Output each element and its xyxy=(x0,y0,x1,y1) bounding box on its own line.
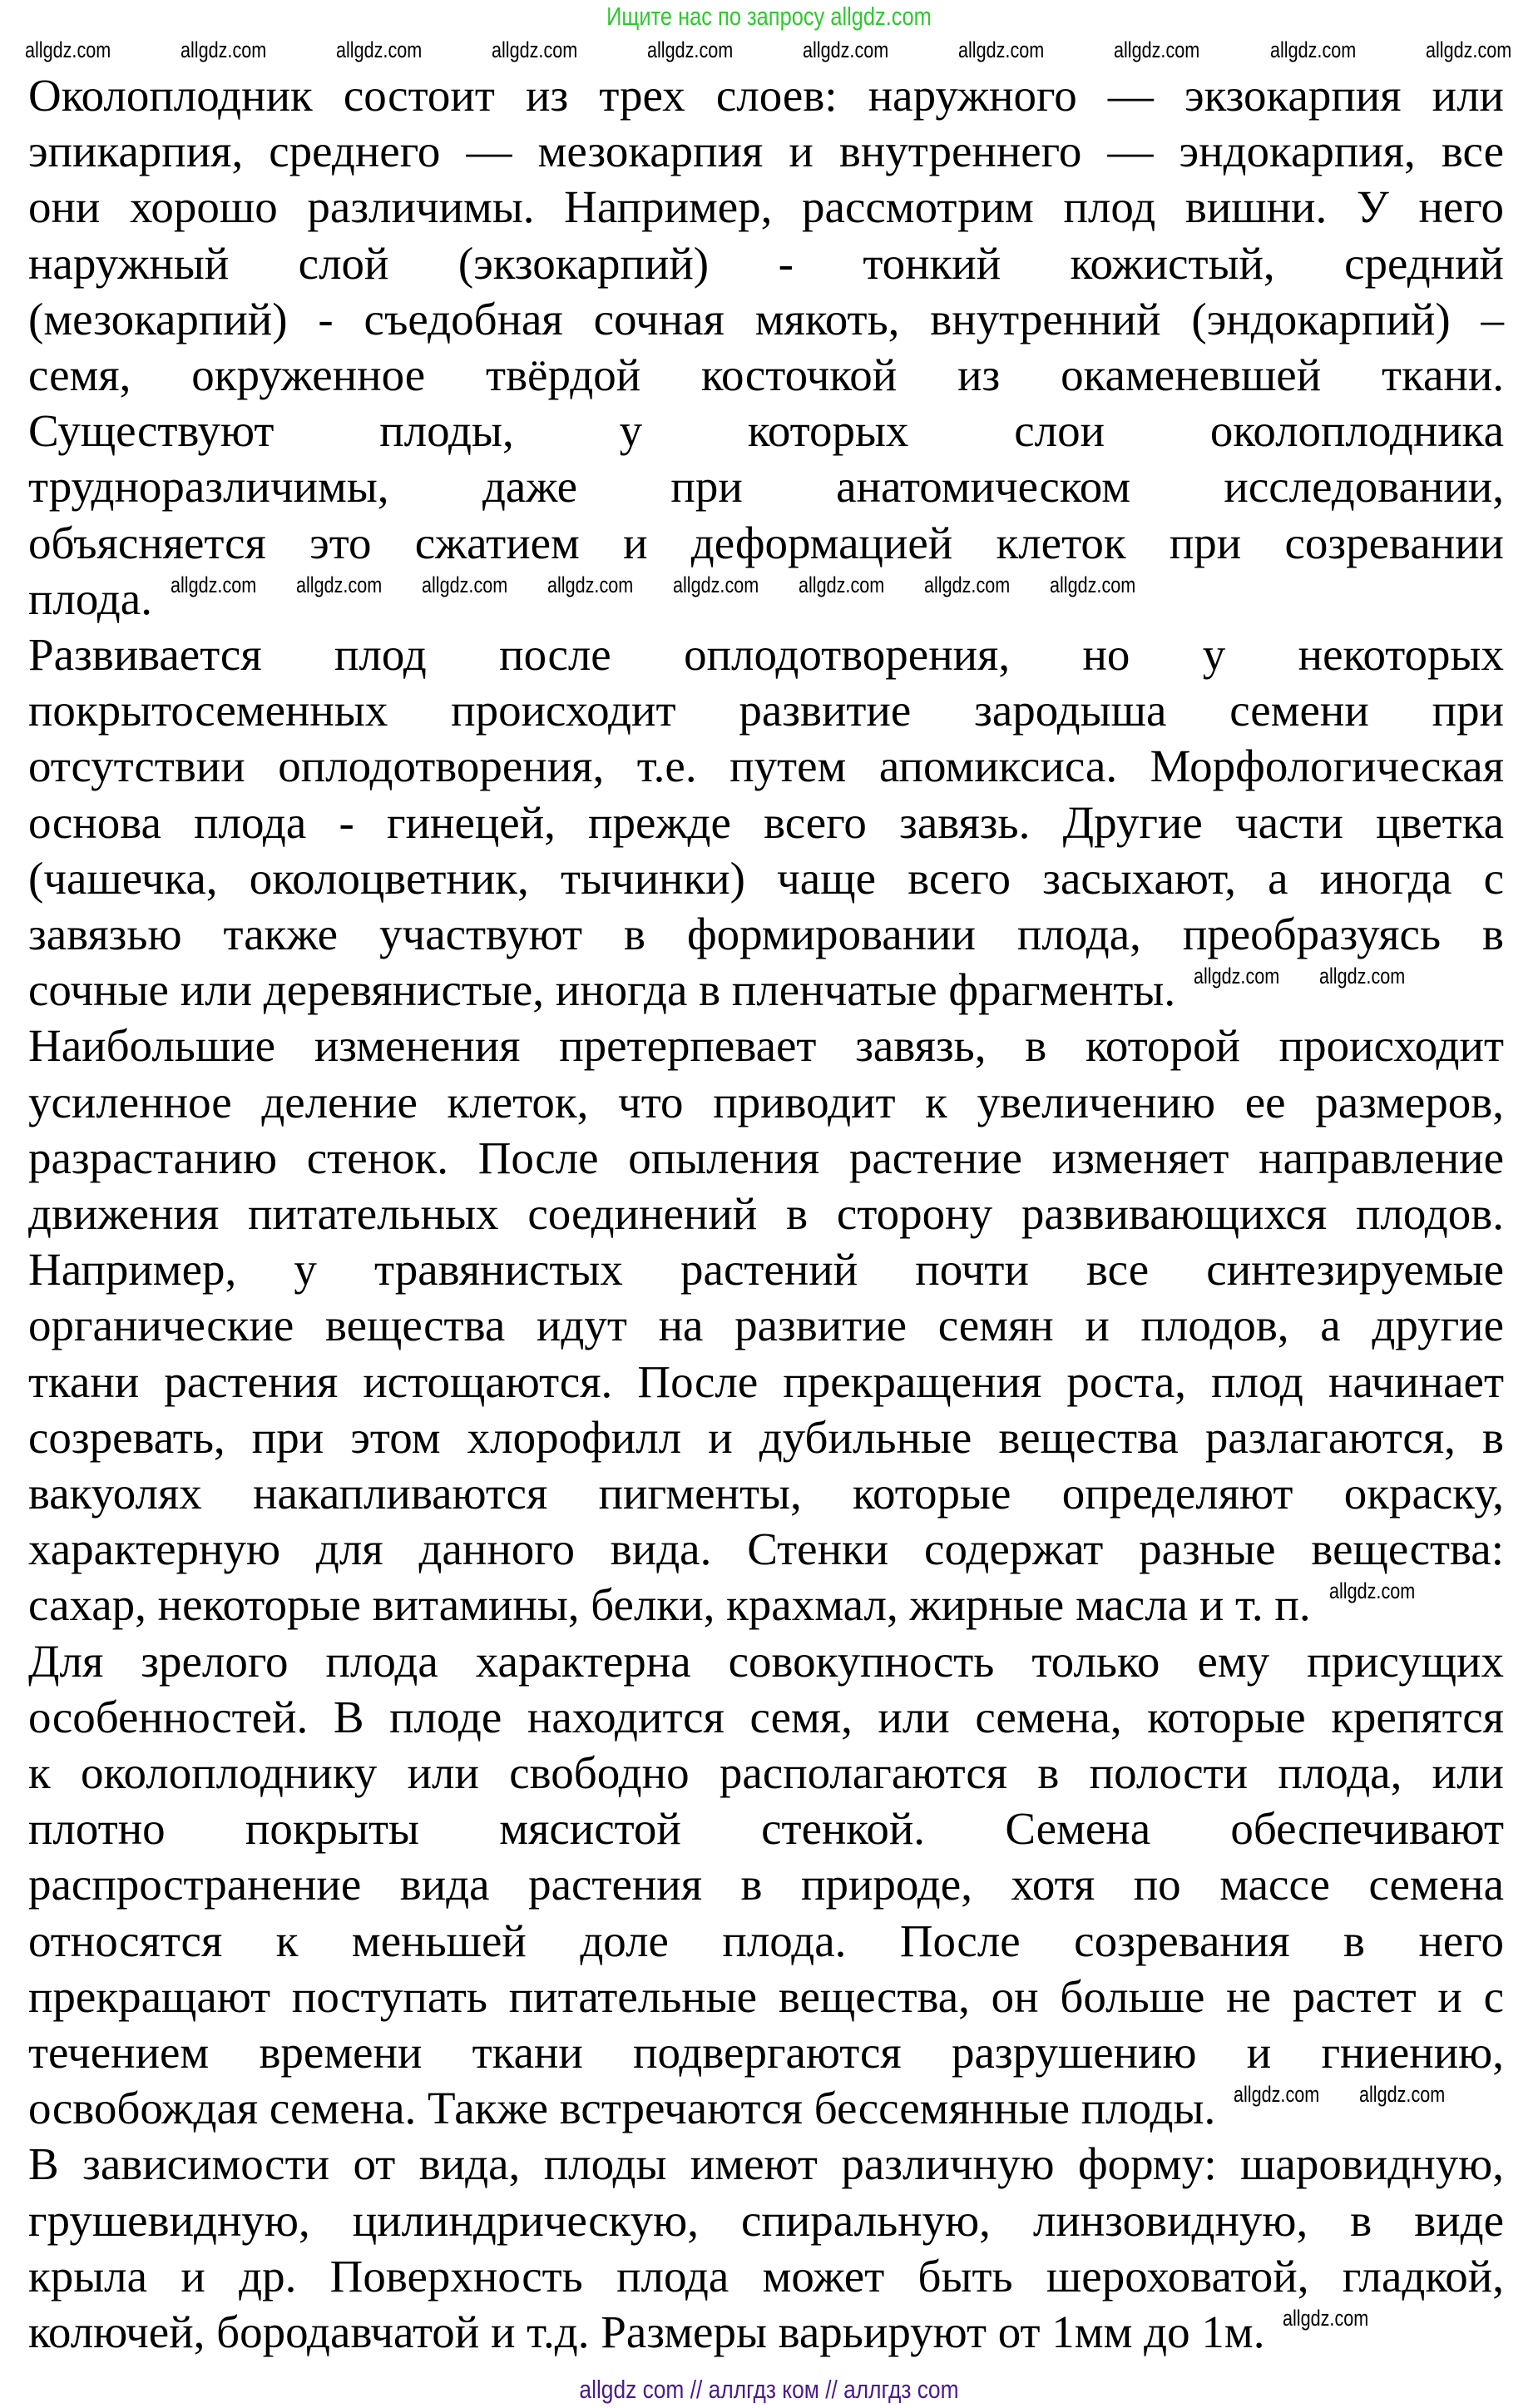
text-line xyxy=(28,1019,1504,1073)
text-line-content: отсутствии оплодотворения, т.е. путем апомиксиса. Морфологическая xyxy=(28,741,1504,792)
watermark-text: allgdz.com xyxy=(1050,572,1136,597)
text-line xyxy=(28,852,1504,905)
watermark-text: allgdz.com xyxy=(296,572,383,597)
text-line xyxy=(28,2250,1504,2303)
watermark-text: allgdz.com xyxy=(1425,37,1511,62)
text-line-content: объясняется это сжатием и деформацией клеток при созревании xyxy=(28,517,1504,568)
text-line xyxy=(28,1299,1504,1352)
watermark-text: allgdz.com xyxy=(336,37,423,62)
watermark-text: allgdz.com xyxy=(647,37,734,62)
text-line-content: Развивается плод после оплодотворения, но у некоторых xyxy=(28,629,1504,680)
text-line xyxy=(28,2026,1504,2079)
watermark-text: allgdz.com xyxy=(1114,37,1200,62)
text-line-content: наружный слой (экзокарпий) - тонкий кожистый, средний xyxy=(28,237,1504,289)
text-line xyxy=(28,1635,1504,1688)
text-line xyxy=(28,1691,1504,1744)
text-line xyxy=(28,1915,1504,1968)
text-line xyxy=(28,69,1504,122)
text-line-content: Например, у травянистых растений почти все синтезируемые xyxy=(28,1244,1504,1296)
text-line xyxy=(28,684,1504,737)
text-line-content: Наибольшие изменения претерпевает завязь, в которой происходит xyxy=(28,1020,1504,1072)
watermark-text: allgdz.com xyxy=(181,37,267,62)
text-line xyxy=(28,517,1504,570)
text-line xyxy=(28,2306,1504,2359)
text-line xyxy=(28,181,1504,234)
watermark-text: allgdz.com xyxy=(1319,964,1406,989)
text-line-content: трудноразличимы, даже при анатомическом исследовании, xyxy=(28,461,1504,513)
text-line xyxy=(28,1802,1504,1856)
text-line-content: к околоплоднику или свободно располагаются в полости плода, или xyxy=(28,1747,1504,1798)
watermark-text: allgdz.com xyxy=(803,37,889,62)
text-line-content: плотно покрыты мясистой стенкой. Семена обеспечивают xyxy=(28,1803,1504,1855)
text-line xyxy=(28,740,1504,793)
text-line-content: покрытосеменных происходит развитие зародыша семени при xyxy=(28,685,1504,736)
text-line-content: они хорошо различимы. Например, рассмотрим плод вишни. У него xyxy=(28,181,1504,233)
text-line-content: характерную для данного вида. Стенки содержат разные вещества: xyxy=(28,1524,1504,1575)
text-line xyxy=(28,1132,1504,1185)
text-line-content: прекращают поступать питательные вещества, он больше не растет и с xyxy=(28,1970,1504,2022)
text-line-content: крыла и др. Поверхность плода может быть шероховатой, гладкой, xyxy=(28,2250,1504,2301)
text-line-content: освобождая семена. Также встречаются бессемянные плоды. xyxy=(28,2083,1216,2134)
text-line-content: особенностей. В плоде находится семя, или семена, которые крепятся xyxy=(28,1691,1504,1742)
text-line-content: распространение вида растения в природе, хотя по массе семена xyxy=(28,1859,1504,1910)
text-line xyxy=(28,404,1504,458)
text-line xyxy=(28,1411,1504,1464)
text-line-content: Существуют плоды, у которых слои околоплодника xyxy=(28,405,1504,457)
watermark-text: allgdz.com xyxy=(1283,2306,1369,2331)
text-line-content: эпикарпия, среднего — мезокарпия и внутреннего — эндокарпия, все xyxy=(28,126,1504,177)
text-line-content: ткани растения истощаются. После прекращения роста, плод начинает xyxy=(28,1355,1504,1407)
text-line-content: Для зрелого плода характерна совокупность только ему присущих xyxy=(28,1635,1504,1687)
text-line-content: плода. xyxy=(28,572,152,624)
text-line-content: В зависимости от вида, плоды имеют различную форму: шаровидную, xyxy=(28,2138,1504,2190)
text-line-content: созревать, при этом хлорофилл и дубильные вещества разлагаются, в xyxy=(28,1411,1504,1463)
text-line xyxy=(28,460,1504,513)
watermark-text: allgdz.com xyxy=(25,37,111,62)
watermark-text: allgdz.com xyxy=(422,572,508,597)
text-line-content: сочные или деревянистые, иногда в пленчатые фрагменты. xyxy=(28,964,1176,1016)
text-line-content: (чашечка, околоцветник, тычинки) чаще всего засыхают, а иногда с xyxy=(28,852,1504,904)
text-line-content: (мезокарпий) - съедобная сочная мякоть, внутренний (эндокарпий) – xyxy=(28,293,1504,344)
text-line-content: грушевидную, цилиндрическую, спиральную, линзовидную, в виде xyxy=(28,2194,1504,2246)
text-line xyxy=(28,1187,1504,1241)
text-line xyxy=(28,125,1504,178)
watermark-text: allgdz.com xyxy=(1359,2082,1446,2108)
text-line-content: Околоплодник состоит из трех слоев: наружного — экзокарпия или xyxy=(28,70,1504,121)
watermark-text: allgdz.com xyxy=(1194,964,1280,989)
text-line xyxy=(28,572,1504,626)
text-line xyxy=(28,2138,1504,2191)
text-line xyxy=(28,796,1504,850)
text-line xyxy=(28,237,1504,290)
text-line xyxy=(28,1747,1504,1800)
watermark-text: allgdz.com xyxy=(799,572,885,597)
text-line-content: усиленное деление клеток, что приводит к увеличению ее размеров, xyxy=(28,1076,1504,1127)
text-line-content: колючей, бородавчатой и т.д. Размеры варьируют от 1мм до 1м. xyxy=(28,2306,1265,2357)
watermark-text: allgdz.com xyxy=(170,572,257,597)
text-line-content: органические вещества идут на развитие семян и плодов, а другие xyxy=(28,1300,1504,1351)
text-line xyxy=(28,628,1504,681)
text-line xyxy=(28,908,1504,961)
text-line xyxy=(28,1355,1504,1409)
watermark-text: allgdz.com xyxy=(1328,1578,1415,1604)
text-line-content: течением времени ткани подвергаются разрушению и гниению, xyxy=(28,2027,1504,2078)
text-line-content: относятся к меньшей доле плода. После созревания в него xyxy=(28,1915,1504,1966)
text-line xyxy=(28,349,1504,402)
text-line-content: завязью также участвуют в формировании плода, преобразуясь в xyxy=(28,909,1504,959)
text-line-content: основа плода - гинецей, прежде всего завязь. Другие части цветка xyxy=(28,796,1504,848)
text-line-content: вакуолях накапливаются пигменты, которые определяют окраску, xyxy=(28,1468,1504,1519)
text-line xyxy=(28,1467,1504,1520)
text-line xyxy=(28,1076,1504,1129)
text-line xyxy=(28,2194,1504,2247)
watermark-text: allgdz.com xyxy=(958,37,1045,62)
text-line xyxy=(28,1578,1504,1632)
watermark-row xyxy=(25,37,1514,62)
watermark-text: allgdz.com xyxy=(492,37,578,62)
text-line xyxy=(28,1858,1504,1911)
text-line-content: семя, окруженное твёрдой косточкой из окаменевшей ткани. xyxy=(28,349,1504,400)
watermark-text: allgdz.com xyxy=(547,572,634,597)
text-line-content: движения питательных соединений в сторону развивающихся плодов. xyxy=(28,1188,1504,1239)
text-line xyxy=(28,2082,1504,2135)
watermark-text: allgdz.com xyxy=(1269,37,1356,62)
text-line-content: разрастанию стенок. После опыления растение изменяет направление xyxy=(28,1132,1504,1183)
text-line xyxy=(28,1243,1504,1296)
watermark-text: allgdz.com xyxy=(1234,2082,1320,2108)
text-line-content: сахар, некоторые витамины, белки, крахмал, жирные масла и т. п. xyxy=(28,1579,1311,1631)
text-line xyxy=(28,1523,1504,1576)
footer-banner[interactable]: allgdz com // аллгдз ком // аллгдз com xyxy=(579,2375,959,2404)
watermark-text: allgdz.com xyxy=(924,572,1011,597)
text-line xyxy=(28,964,1504,1017)
watermark-text: allgdz.com xyxy=(673,572,759,597)
text-line xyxy=(28,293,1504,346)
text-line xyxy=(28,1970,1504,2024)
header-banner[interactable]: Ищите нас по запросу allgdz.com xyxy=(606,2,932,31)
